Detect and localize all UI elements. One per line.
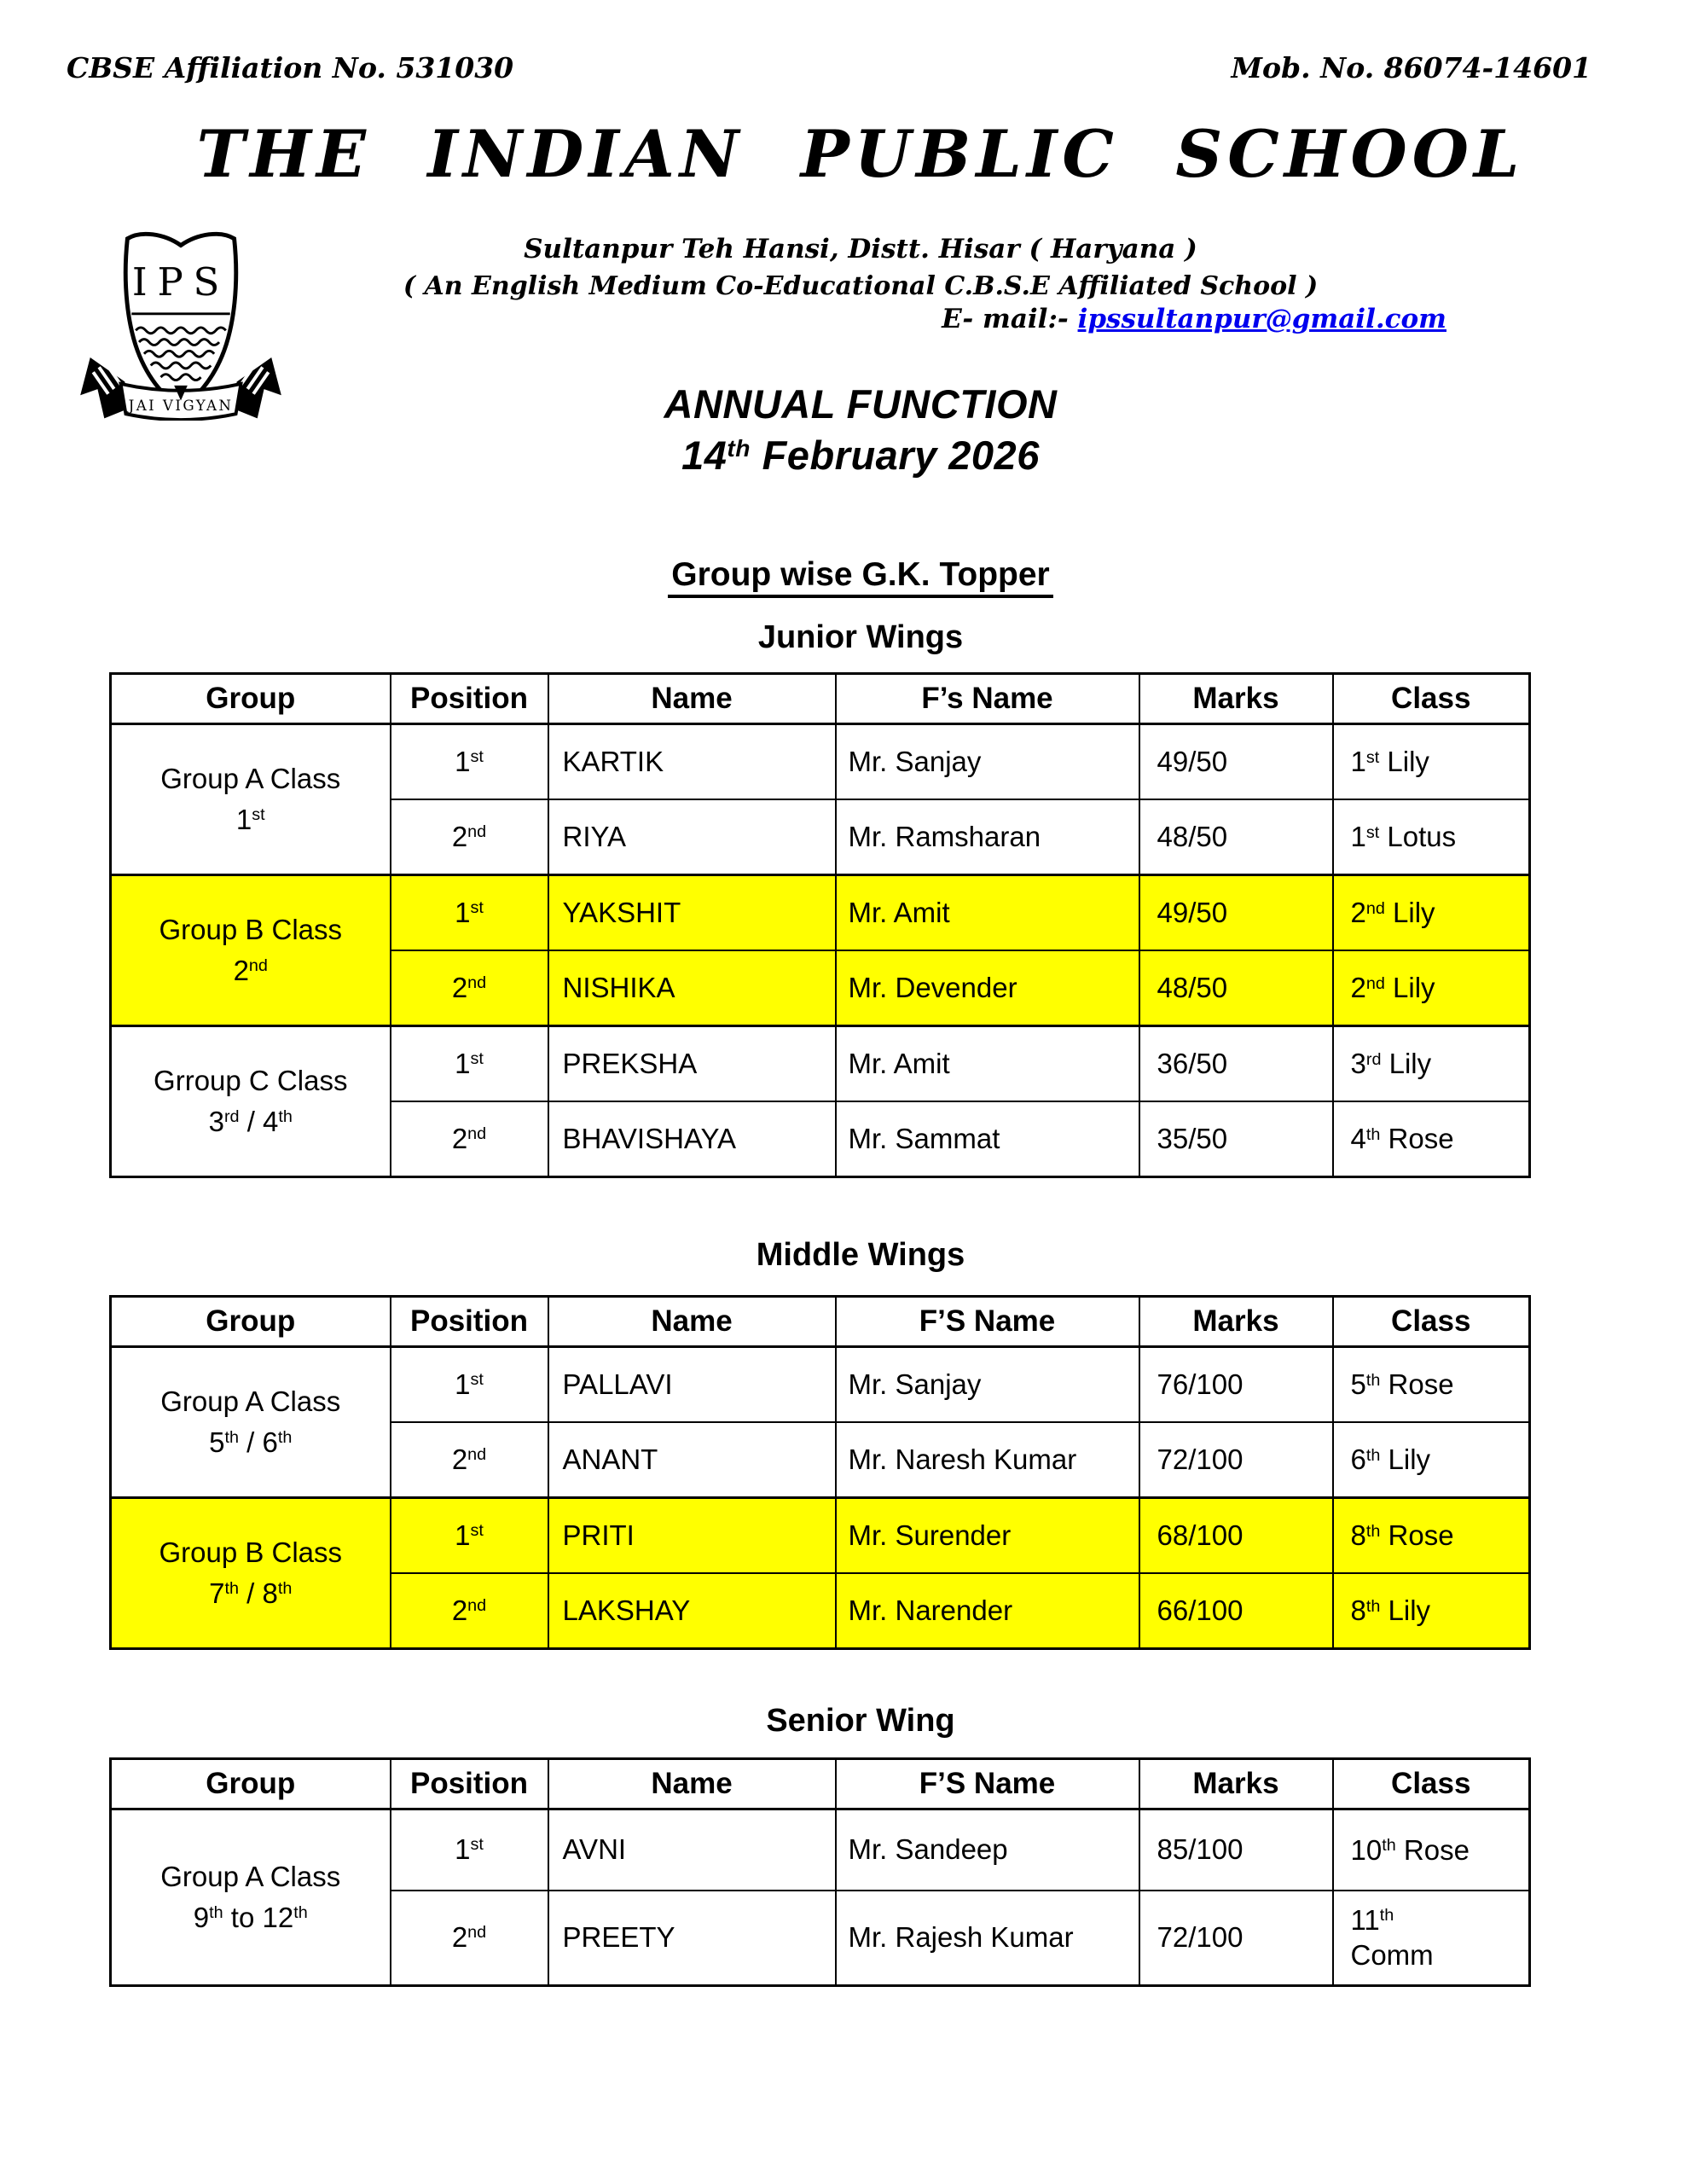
col-header-marks: Marks	[1139, 1297, 1333, 1347]
table-row	[111, 724, 1530, 800]
name-cell: ANANT	[548, 1422, 836, 1498]
group-label-line1: Group A Class	[160, 763, 341, 795]
name-cell: BHAVISHAYA	[548, 1101, 836, 1177]
class-cell: 10th Rose	[1333, 1809, 1530, 1891]
position-cell: 2nd	[391, 1101, 548, 1177]
name-cell: YAKSHIT	[548, 875, 836, 951]
col-header-class: Class	[1333, 1297, 1530, 1347]
marks-cell: 72/100	[1139, 1891, 1333, 1986]
junior-wings-table	[109, 672, 1531, 1178]
col-header-group: Group	[111, 1759, 391, 1809]
mobile-number: Mob. No. 86074-14601	[1231, 51, 1591, 84]
table-header-row	[111, 674, 1530, 724]
position-cell: 2nd	[391, 1422, 548, 1498]
position-cell: 2nd	[391, 950, 548, 1026]
col-header-father-name: F’S Name	[836, 1297, 1139, 1347]
position-cell: 1st	[391, 1498, 548, 1574]
middle-wings-table-wrap	[109, 1295, 1531, 1650]
email-line	[942, 304, 1446, 334]
father-name-cell: Mr. Amit	[836, 875, 1139, 951]
event-date: 14th February 2026	[681, 433, 1040, 478]
father-name-cell: Mr. Sammat	[836, 1101, 1139, 1177]
col-header-class: Class	[1333, 674, 1530, 724]
marks-cell: 66/100	[1139, 1573, 1333, 1649]
group-label-line2: 5th / 6th	[209, 1426, 293, 1458]
col-header-group: Group	[111, 1297, 391, 1347]
position-cell: 1st	[391, 1026, 548, 1102]
table-row-highlighted	[111, 875, 1530, 951]
position-cell: 1st	[391, 724, 548, 800]
junior-wings-table-wrap	[109, 672, 1531, 1178]
class-cell: 2nd Lily	[1333, 875, 1530, 951]
email-label: E- mail:-	[942, 304, 1078, 334]
name-cell: NISHIKA	[548, 950, 836, 1026]
group-label-line1: Group A Class	[160, 1861, 341, 1893]
school-address: Sultanpur Teh Hansi, Distt. Hisar ( Haryana )	[524, 234, 1197, 264]
class-cell: 8th Lily	[1333, 1573, 1530, 1649]
father-name-cell: Mr. Naresh Kumar	[836, 1422, 1139, 1498]
group-label-line1: Grroup C Class	[154, 1065, 348, 1097]
marks-cell: 48/50	[1139, 950, 1333, 1026]
col-header-position: Position	[391, 1759, 548, 1809]
logo-motto: JAI VIGYAN	[128, 398, 234, 415]
name-cell: PREETY	[548, 1891, 836, 1986]
marks-cell: 49/50	[1139, 724, 1333, 800]
group-cell	[111, 875, 391, 1026]
name-cell: PREKSHA	[548, 1026, 836, 1102]
name-cell: PALLAVI	[548, 1347, 836, 1423]
wing-title-senior: Senior Wing	[766, 1703, 955, 1739]
marks-cell: 72/100	[1139, 1422, 1333, 1498]
middle-wings-table	[109, 1295, 1531, 1650]
class-cell: 6th Lily	[1333, 1422, 1530, 1498]
class-cell: 4th Rose	[1333, 1101, 1530, 1177]
main-heading: Group wise G.K. Topper	[668, 556, 1052, 598]
group-cell	[111, 724, 391, 875]
table-row	[111, 1809, 1530, 1891]
class-cell: 8th Rose	[1333, 1498, 1530, 1574]
class-cell: 2nd Lily	[1333, 950, 1530, 1026]
father-name-cell: Mr. Rajesh Kumar	[836, 1891, 1139, 1986]
col-header-name: Name	[548, 1297, 836, 1347]
col-header-father-name: F’S Name	[836, 1759, 1139, 1809]
affiliation-number: CBSE Affiliation No. 531030	[67, 51, 514, 84]
logo-initials: IPS	[131, 259, 230, 305]
group-cell	[111, 1026, 391, 1177]
group-cell	[111, 1809, 391, 1986]
marks-cell: 48/50	[1139, 799, 1333, 875]
name-cell: RIYA	[548, 799, 836, 875]
col-header-father-name: F’s Name	[836, 674, 1139, 724]
father-name-cell: Mr. Sandeep	[836, 1809, 1139, 1891]
class-cell: 11th Comm	[1333, 1891, 1530, 1986]
col-header-class: Class	[1333, 1759, 1530, 1809]
group-label-line1: Group B Class	[159, 914, 343, 946]
class-cell: 1st Lily	[1333, 724, 1530, 800]
col-header-name: Name	[548, 1759, 836, 1809]
marks-cell: 35/50	[1139, 1101, 1333, 1177]
event-title: ANNUAL FUNCTION	[664, 381, 1058, 427]
col-header-name: Name	[548, 674, 836, 724]
group-label-line1: Group A Class	[160, 1385, 341, 1418]
main-heading-wrap	[34, 556, 1687, 594]
table-row	[111, 1026, 1530, 1102]
father-name-cell: Mr. Devender	[836, 950, 1139, 1026]
col-header-marks: Marks	[1139, 674, 1333, 724]
table-row	[111, 1347, 1530, 1423]
senior-wing-table-wrap	[109, 1757, 1531, 1987]
class-cell: 3rd Lily	[1333, 1026, 1530, 1102]
group-label-line2: 7th / 8th	[209, 1577, 293, 1609]
position-cell: 1st	[391, 875, 548, 951]
father-name-cell: Mr. Ramsharan	[836, 799, 1139, 875]
position-cell: 2nd	[391, 799, 548, 875]
col-header-group: Group	[111, 674, 391, 724]
group-label-line2: 3rd / 4th	[208, 1106, 293, 1137]
group-label-line2: 9th to 12th	[193, 1902, 308, 1933]
position-cell: 1st	[391, 1347, 548, 1423]
table-header-row	[111, 1759, 1530, 1809]
group-label-line2: 2nd	[233, 955, 268, 986]
wing-title-junior: Junior Wings	[757, 619, 964, 655]
group-label-line1: Group B Class	[159, 1536, 343, 1569]
father-name-cell: Mr. Sanjay	[836, 724, 1139, 800]
father-name-cell: Mr. Amit	[836, 1026, 1139, 1102]
name-cell: PRITI	[548, 1498, 836, 1574]
class-cell: 5th Rose	[1333, 1347, 1530, 1423]
col-header-position: Position	[391, 1297, 548, 1347]
table-header-row	[111, 1297, 1530, 1347]
marks-cell: 85/100	[1139, 1809, 1333, 1891]
table-row-highlighted	[111, 1498, 1530, 1574]
father-name-cell: Mr. Sanjay	[836, 1347, 1139, 1423]
class-cell: 1st Lotus	[1333, 799, 1530, 875]
name-cell: AVNI	[548, 1809, 836, 1891]
col-header-marks: Marks	[1139, 1759, 1333, 1809]
position-cell: 2nd	[391, 1573, 548, 1649]
group-cell	[111, 1498, 391, 1649]
name-cell: LAKSHAY	[548, 1573, 836, 1649]
position-cell: 1st	[391, 1809, 548, 1891]
position-cell: 2nd	[391, 1891, 548, 1986]
father-name-cell: Mr. Narender	[836, 1573, 1139, 1649]
marks-cell: 36/50	[1139, 1026, 1333, 1102]
email-link[interactable]: ipssultanpur@gmail.com	[1077, 304, 1446, 334]
group-cell	[111, 1347, 391, 1498]
marks-cell: 76/100	[1139, 1347, 1333, 1423]
col-header-position: Position	[391, 674, 548, 724]
father-name-cell: Mr. Surender	[836, 1498, 1139, 1574]
wing-title-middle: Middle Wings	[756, 1237, 965, 1273]
name-cell: KARTIK	[548, 724, 836, 800]
school-tagline: ( An English Medium Co-Educational C.B.S.E Affiliated School )	[403, 271, 1319, 301]
group-label-line2: 1st	[235, 804, 265, 835]
school-name: THE INDIAN PUBLIC SCHOOL	[196, 116, 1525, 192]
senior-wing-table	[109, 1757, 1531, 1987]
marks-cell: 68/100	[1139, 1498, 1333, 1574]
marks-cell: 49/50	[1139, 875, 1333, 951]
